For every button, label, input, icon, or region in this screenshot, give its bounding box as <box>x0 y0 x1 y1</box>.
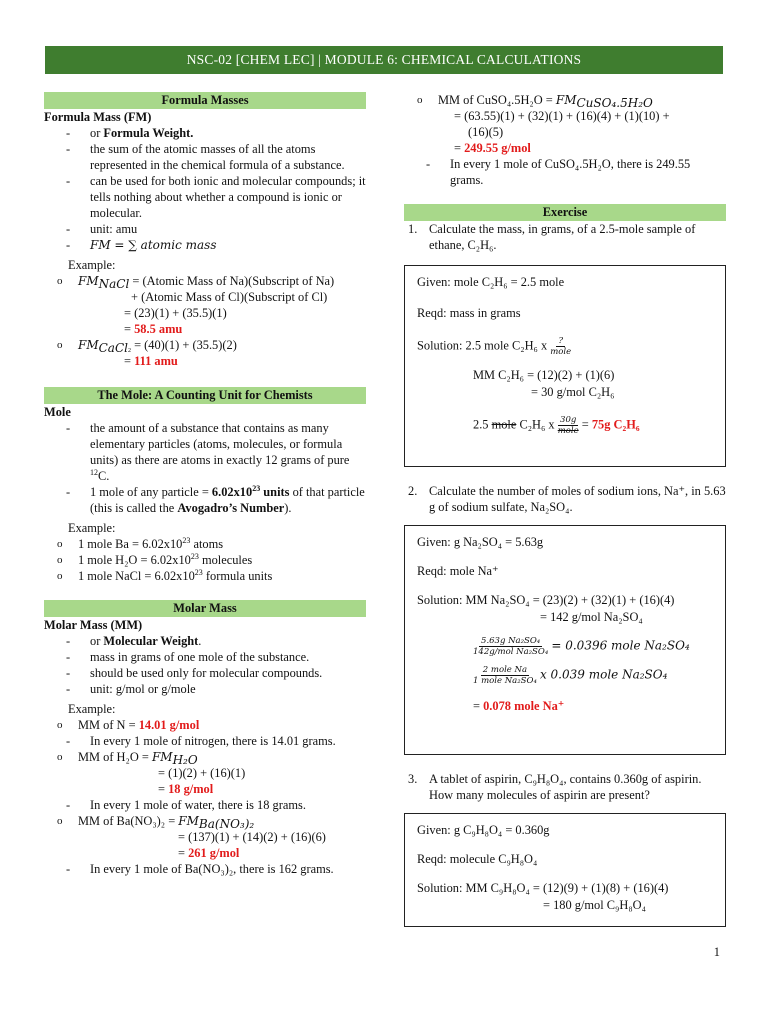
fm-sub-h2o: H₂O <box>172 753 198 768</box>
box1-mm-2: = 30 g/mol C₂H₆ <box>531 385 615 399</box>
frac-top: 2 mole Na <box>482 665 528 675</box>
box1-sol-pre: Solution: 2.5 mole C₂H₆ x <box>417 338 551 353</box>
mole-def1-end: C. <box>98 469 110 483</box>
cuso4-label: MM of CuSO₄.5H₂O = <box>438 93 556 107</box>
mm-ba-result: 261 g/mol <box>188 846 240 860</box>
mm-example-n <box>44 717 366 733</box>
avogadro-value: 6.02x10 <box>211 485 253 499</box>
box1-mm-1: MM C₂H₆ = (12)(2) + (1)(6) <box>473 368 615 382</box>
ex-sup: 23 <box>194 567 203 577</box>
box3-sol-2: = 180 g/mol C₉H₈O₄ <box>543 898 646 912</box>
fm-sub-cacl: CaCl <box>98 341 128 356</box>
frac-bottom: mole <box>557 426 579 436</box>
eq: = <box>454 141 465 155</box>
box2-sol-1: Solution: MM Na₂SO₄ = (23)(2) + (32)(1) + (16)(4) <box>417 593 675 607</box>
ex-post: molecules <box>198 553 253 567</box>
mm-h2o-note: - In every 1 mole of water, there is 18 grams. <box>44 797 366 813</box>
fm-symbol: FM <box>151 750 173 764</box>
mole-def2-pre: 1 mole of any particle = <box>90 485 212 499</box>
exercise-3-box <box>404 813 726 927</box>
eq: = <box>158 782 169 796</box>
ex-pre: 1 mole H₂O = 6.02x10 <box>78 553 191 567</box>
eq: = <box>178 846 189 860</box>
cuso4-note: - In every 1 mole of CuSO₄.5H₂O, there is 249.55 grams. <box>404 156 726 188</box>
fm-definition-2: - can be used for both ionic and molecular compounds; it tells nothing about whether a compound is ionic or molecular. <box>44 173 366 221</box>
right-column <box>404 92 726 927</box>
cuso4-calc-2: (16)(5) <box>468 125 504 139</box>
q1-text: Calculate the mass, in grams, of a 2.5-mole sample of ethane, C₂H₆. <box>429 222 696 252</box>
ex-post: atoms <box>190 537 224 551</box>
box1-given: Given: mole C₂H₆ = 2.5 mole <box>417 275 565 289</box>
q-number: 3. <box>408 772 418 786</box>
exercise-q1 <box>404 221 726 253</box>
fm-formula-text: FM = ∑ atomic mass <box>90 238 217 252</box>
cacl2-line-1: = (40)(1) + (35.5)(2) <box>130 338 237 352</box>
fm-sub-ba: Ba(NO₃)₂ <box>198 817 255 832</box>
mm-example-ba <box>44 813 366 832</box>
mm-example-cuso4 <box>404 92 726 111</box>
mole-example-ba <box>44 536 366 552</box>
mm-ba-calc: = (137)(1) + (14)(2) + (16)(6) <box>178 830 326 844</box>
step-2-result: x 0.039 mole Na₂SO₄ <box>539 667 668 682</box>
mm-n-label: MM of N = <box>78 718 139 732</box>
mole-example-nacl <box>44 568 366 584</box>
frac-bottom: 1 mole Na₂SO₄ <box>473 676 537 686</box>
mole-example-label: Example: <box>68 521 116 535</box>
mole-term: Mole <box>44 405 71 419</box>
mm-h2o-label: MM of H₂O = <box>78 750 152 764</box>
frac-top: 5.63g Na₂SO₄ <box>481 636 541 646</box>
mole-def2-end: ). <box>284 501 292 515</box>
nacl-result: 58.5 amu <box>134 322 183 336</box>
mm-example-label: Example: <box>68 702 116 716</box>
formula-masses-heading: Formula Masses <box>44 92 366 109</box>
box1-frac-2 <box>558 415 579 436</box>
eq: = <box>473 699 484 713</box>
box1-answer: 75g C₂H₆ <box>591 417 640 432</box>
fm-example-nacl <box>44 273 366 292</box>
frac-top: 30g <box>560 415 577 425</box>
ex-sup: 23 <box>182 535 191 545</box>
box1-final <box>417 415 713 436</box>
or-prefix: or <box>90 634 104 648</box>
box2-reqd: Reqd: mole Na⁺ <box>417 564 499 578</box>
box2-final <box>417 698 713 715</box>
page-number: 1 <box>713 945 720 959</box>
mole-definition-2 <box>44 484 366 516</box>
cancelled-mole: mole <box>491 417 517 432</box>
frac-top: ? <box>558 336 563 346</box>
mm-ba-result-line <box>44 845 366 861</box>
fm-alt-name <box>44 125 366 141</box>
mm-ba-label: MM of Ba(NO₃)₂ = <box>78 814 179 828</box>
final-mid: C₂H₆ x <box>516 417 558 432</box>
nacl-result-line <box>44 321 366 337</box>
step-1-result: = 0.0396 mole Na₂SO₄ <box>551 638 690 653</box>
mm-alt-name <box>44 633 366 649</box>
cuso4-calc-1: = (63.55)(1) + (32)(1) + (16)(4) + (1)(10) + <box>454 109 670 123</box>
mole-def1-sup: 12 <box>90 467 98 477</box>
fm-sub-2: 2 <box>127 348 131 355</box>
fm-symbol: FM <box>78 274 99 288</box>
frac-bottom: mole <box>550 347 572 357</box>
mole-example-h2o <box>44 552 366 568</box>
mm-unit: - unit: g/mol or g/mole <box>44 681 366 697</box>
or-prefix: or <box>90 126 104 140</box>
period: . <box>198 634 202 648</box>
fm-sub-nacl: NaCl <box>98 277 130 292</box>
q2-text: Calculate the number of moles of sodium ions, Na⁺, in 5.63 g of sodium sulfate, Na₂SO₄. <box>429 484 726 514</box>
fm-formula <box>44 237 366 253</box>
box2-step-1 <box>417 636 713 657</box>
mm-example-h2o <box>44 749 366 768</box>
box2-frac-2 <box>473 665 537 686</box>
cuso4-result-line <box>404 140 726 156</box>
left-column <box>44 92 366 877</box>
box2-step-2 <box>417 665 713 686</box>
mm-ba-note: - In every 1 mole of Ba(NO₃)₂, there is 162 grams. <box>44 861 366 877</box>
mm-n-result: 14.01 g/mol <box>138 718 200 732</box>
cacl2-result-line <box>44 353 366 369</box>
fm-sub-cuso4: CuSO₄.5H₂O <box>576 96 653 111</box>
q-number: 2. <box>408 484 418 498</box>
exercise-q2 <box>404 483 726 515</box>
ex-pre: 1 mole Ba = 6.02x10 <box>78 537 183 551</box>
molar-mass-heading: Molar Mass <box>44 600 366 617</box>
cacl2-result: 111 amu <box>134 354 178 368</box>
exercise-1-box <box>404 265 726 467</box>
box1-reqd: Reqd: mass in grams <box>417 306 521 320</box>
molar-mass-term: Molar Mass (MM) <box>44 618 143 632</box>
mole-def1-text: the amount of a substance that contains as many elementary particles (atoms, molecules, or formula units) as there are atoms in exactly 12 grams of pure <box>90 421 350 467</box>
mm-n-note: - In every 1 mole of nitrogen, there is 14.01 grams. <box>44 733 366 749</box>
box3-given: Given: g C₉H₈O₄ = 0.360g <box>417 823 550 837</box>
mole-definition-1 <box>44 420 366 484</box>
final-pre: 2.5 <box>473 417 492 432</box>
formula-mass-term: Formula Mass (FM) <box>44 110 152 124</box>
mm-definition-1: - mass in grams of one mole of the substance. <box>44 649 366 665</box>
q3-text: A tablet of aspirin, C₉H₈O₄, contains 0.360g of aspirin. How many molecules of aspirin are present? <box>429 772 702 802</box>
box3-sol-1: Solution: MM C₉H₈O₄ = (12)(9) + (1)(8) + (16)(4) <box>417 881 669 895</box>
box2-frac-1 <box>473 636 548 657</box>
frac-bottom: 142g/mol Na₂SO₄ <box>473 647 549 657</box>
nacl-line-3: = (23)(1) + (35.5)(1) <box>124 306 227 320</box>
box3-reqd: Reqd: molecule C₉H₈O₄ <box>417 852 538 866</box>
fm-definition-1: - the sum of the atomic masses of all the atoms represented in the chemical formula of a substance. <box>44 141 366 173</box>
box1-frac <box>550 336 571 357</box>
box2-answer: 0.078 mole Na⁺ <box>483 699 565 713</box>
mm-h2o-result-line <box>44 781 366 797</box>
fm-unit: - unit: amu <box>44 221 366 237</box>
exercise-q3 <box>404 771 726 803</box>
eq: = <box>124 354 135 368</box>
box2-sol-2: = 142 g/mol Na₂SO₄ <box>540 610 643 624</box>
exercise-2-box <box>404 525 726 755</box>
nacl-line-2: + (Atomic Mass of Cl)(Subscript of Cl) <box>131 290 328 304</box>
molecular-weight-term: Molecular Weight <box>103 634 199 648</box>
eq: = <box>578 417 592 432</box>
ex-post: formula units <box>202 569 273 583</box>
box1-solution <box>417 336 713 357</box>
fm-example-cacl2 <box>44 337 366 356</box>
fm-symbol: FM <box>78 338 99 352</box>
ex-sup: 23 <box>190 551 199 561</box>
q-number: 1. <box>408 222 418 236</box>
cuso4-result: 249.55 g/mol <box>464 141 531 155</box>
avogadro-name: Avogadro’s Number <box>177 501 285 515</box>
eq: = <box>124 322 135 336</box>
fm-example-label: Example: <box>68 258 116 272</box>
nacl-line-1: = (Atomic Mass of Na)(Subscript of Na) <box>129 274 335 288</box>
mole-heading: The Mole: A Counting Unit for Chemists <box>44 387 366 404</box>
fm-weight-term: Formula Weight. <box>103 126 194 140</box>
mm-h2o-calc: = (1)(2) + (16)(1) <box>158 766 246 780</box>
mole-def2-mid: of that particle (this is called the <box>90 485 365 515</box>
page-banner: NSC-02 [CHEM LEC] | MODULE 6: CHEMICAL CALCULATIONS <box>45 46 723 74</box>
ex-pre: 1 mole NaCl = 6.02x10 <box>78 569 195 583</box>
fm-symbol: FM <box>555 93 577 107</box>
avogadro-exp: 23 <box>252 483 261 493</box>
mm-h2o-result: 18 g/mol <box>168 782 214 796</box>
mm-definition-2: - should be used only for molecular compounds. <box>44 665 366 681</box>
box2-given: Given: g Na₂SO₄ = 5.63g <box>417 535 544 549</box>
units-word: units <box>260 485 290 499</box>
exercise-heading: Exercise <box>404 204 726 221</box>
fm-symbol: FM <box>178 814 199 828</box>
